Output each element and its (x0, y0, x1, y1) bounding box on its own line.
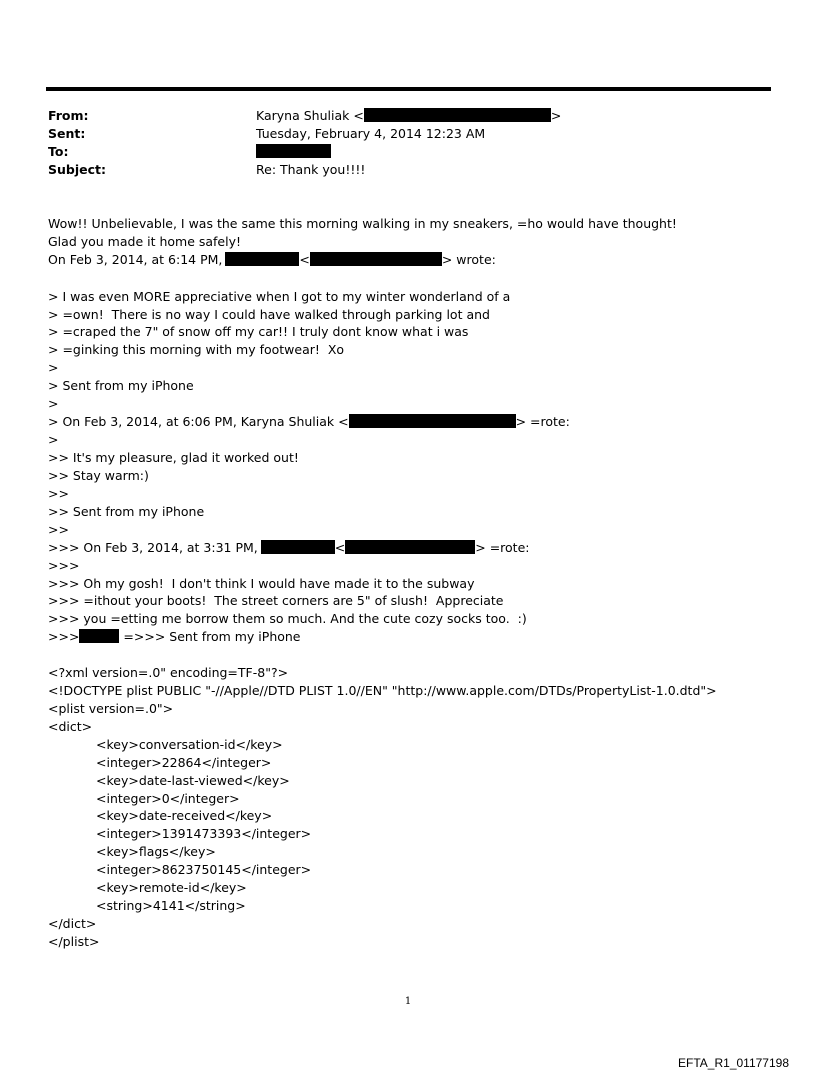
quote-line: >> Stay warm:) (48, 468, 149, 483)
redaction-box (261, 540, 335, 554)
quote-line: > I was even MORE appreciative when I got to my winter wonderland of a (48, 289, 511, 304)
quote-line: >>> (48, 558, 80, 573)
subject-value: Re: Thank you!!!! (256, 162, 366, 177)
redaction-box (225, 252, 299, 266)
plist-line: </dict> (48, 916, 97, 931)
quote-line: >>> you =etting me borrow them so much. And the cute cozy socks too. :) (48, 611, 527, 626)
plist-entry: <key>conversation-id</key> (96, 737, 283, 752)
plist-entry: <key>flags</key> (96, 844, 216, 859)
plist-entry: <string>4141</string> (96, 898, 246, 913)
subject-label: Subject: (48, 162, 106, 177)
redaction-box (310, 252, 442, 266)
quote-line: > (48, 360, 59, 375)
plist-entry: <key>remote-id</key> (96, 880, 247, 895)
redaction-box (79, 629, 119, 643)
plist-line: </plist> (48, 934, 100, 949)
attribution-text: > =rote: (515, 414, 570, 429)
quote-text: >>> (48, 629, 80, 644)
quote-attribution (48, 413, 570, 431)
quote-attribution (48, 539, 530, 557)
redaction-box (349, 414, 516, 428)
plist-entry: <key>date-last-viewed</key> (96, 773, 290, 788)
attribution-text: > =rote: (475, 540, 530, 555)
quote-line: >>> Oh my gosh! I don't think I would have made it to the subway (48, 576, 475, 591)
plist-entry: <integer>22864</integer> (96, 755, 272, 770)
attribution-text: On Feb 3, 2014, at 6:14 PM, (48, 252, 223, 267)
to-label: To: (48, 144, 69, 159)
top-rule (46, 87, 771, 91)
attribution-text: > wrote: (441, 252, 496, 267)
from-name: Karyna Shuliak < (256, 108, 364, 123)
quote-line: > Sent from my iPhone (48, 378, 194, 393)
plist-entry: <integer>8623750145</integer> (96, 862, 312, 877)
redaction-box (364, 108, 551, 122)
quote-line: >> Sent from my iPhone (48, 504, 205, 519)
attribution-text: < (299, 252, 310, 267)
quote-text: =>>> Sent from my iPhone (123, 629, 301, 644)
redaction-box (345, 540, 475, 554)
body-line: Glad you made it home safely! (48, 234, 242, 249)
from-end: > (550, 108, 562, 123)
quote-line (48, 628, 301, 646)
plist-entry: <integer>1391473393</integer> (96, 826, 312, 841)
plist-entry: <integer>0</integer> (96, 791, 240, 806)
quote-line: > (48, 432, 59, 447)
quote-line: >> (48, 522, 69, 537)
attribution-text: < (334, 540, 346, 555)
quote-line: > =ginking this morning with my footwear! Xo (48, 342, 345, 357)
attribution-text: > On Feb 3, 2014, at 6:06 PM, Karyna Shuliak < (48, 414, 349, 429)
quote-line: >> It's my pleasure, glad it worked out! (48, 450, 299, 465)
quote-line: > =craped the 7" of snow off my car!! I truly dont know what i was (48, 324, 469, 339)
body-line: Wow!! Unbelievable, I was the same this morning walking in my sneakers, =ho would have thought! (48, 216, 677, 231)
redaction-box (256, 144, 331, 158)
quote-line: > (48, 396, 59, 411)
quote-line: >>> =ithout your boots! The street corners are 5" of slush! Appreciate (48, 593, 504, 608)
from-value (256, 107, 561, 125)
sent-value: Tuesday, February 4, 2014 12:23 AM (256, 126, 486, 141)
sent-label: Sent: (48, 126, 86, 141)
plist-line: <dict> (48, 719, 93, 734)
plist-line: <?xml version=.0" encoding=TF-8"?> (48, 665, 289, 680)
from-label: From: (48, 108, 89, 123)
to-value (256, 143, 331, 161)
page-number: 1 (404, 996, 412, 1007)
quote-line: > =own! There is no way I could have walked through parking lot and (48, 307, 490, 322)
plist-line: <plist version=.0"> (48, 701, 174, 716)
plist-line: <!DOCTYPE plist PUBLIC "-//Apple//DTD PLIST 1.0//EN" "http://www.apple.com/DTDs/PropertyList-1.0.dtd"> (48, 683, 717, 698)
plist-entry: <key>date-received</key> (96, 808, 273, 823)
attribution-text: >>> On Feb 3, 2014, at 3:31 PM, (48, 540, 258, 555)
document-id: EFTA_R1_01177198 (678, 1056, 789, 1070)
quote-line: >> (48, 486, 69, 501)
reply-attribution (48, 251, 496, 269)
